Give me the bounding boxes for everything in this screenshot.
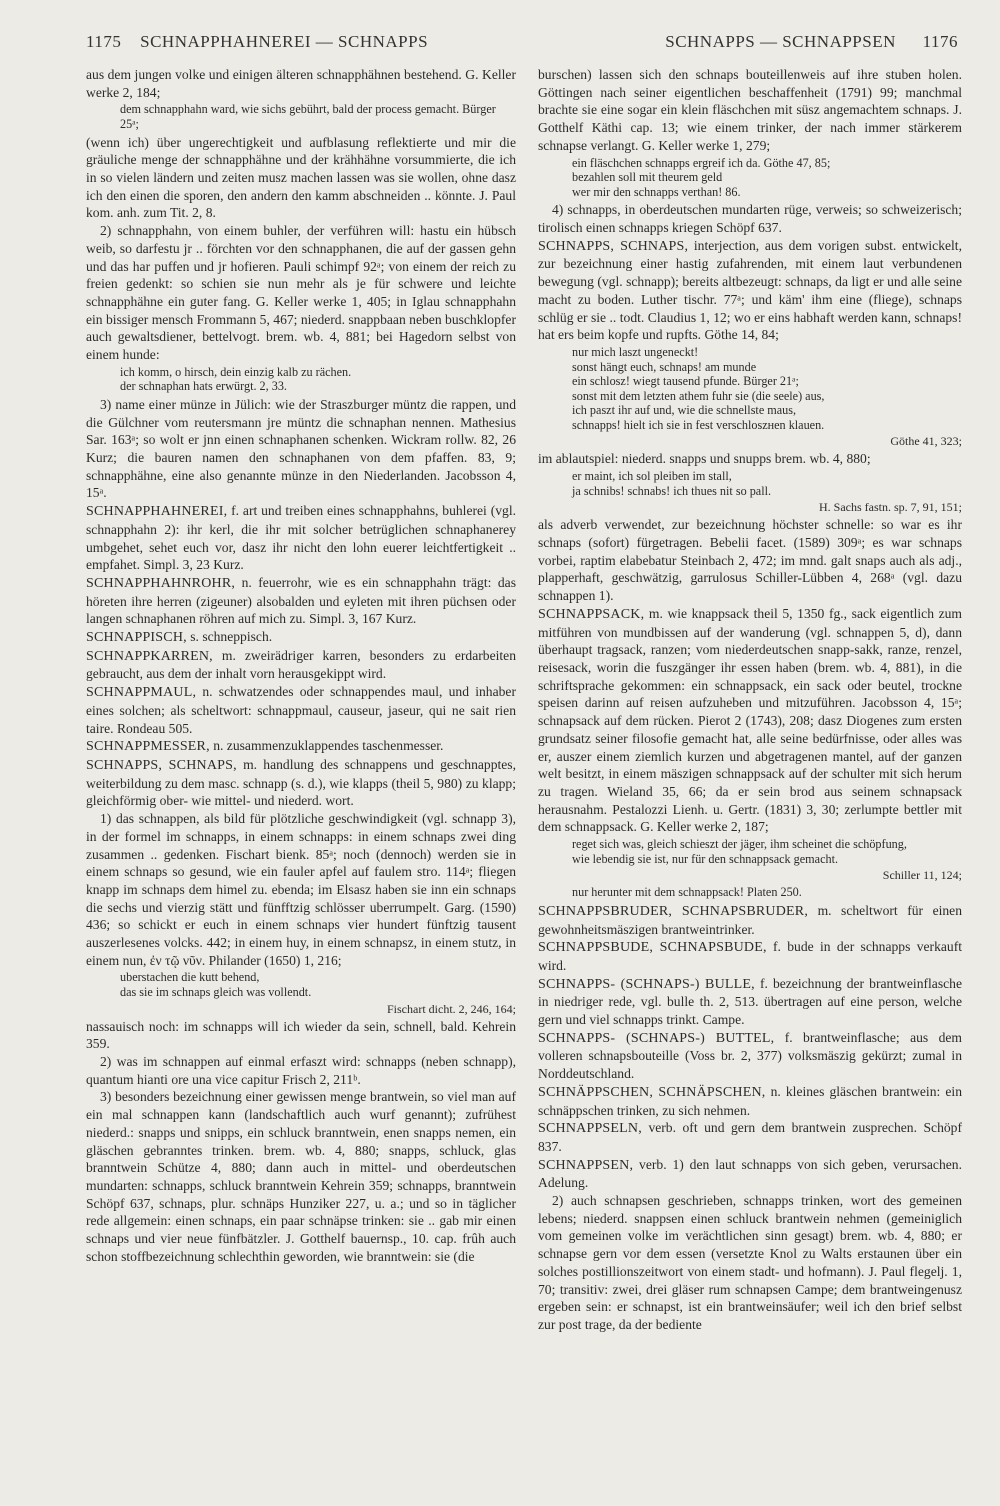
text-paragraph: (wenn ich) über ungerechtigkeit und aufblasung reflektierte und mir die gräuliche menge der schnapphähne und der krähhähne vorsummierte, die ich in so vielen ländern und zeiten musz machen lassen was sie wollen, ohne dasz ich den einen die sporen, den andern den kamm abschneiden .. könnte. J. Paul kom. anh. zum Tit. 2, 8.	[86, 134, 516, 221]
entry-definition: f. bezeichnung der brantweinflasche in niedriger rede, vgl. bulle th. 2, 513. übertragen auf eine person, welche gern und viel schnapps trinkt. Campe.	[538, 975, 962, 1028]
entry-headword: SCHNAPPMESSER,	[86, 739, 210, 755]
left-running-title: SCHNAPPHAHNEREI — SCHNAPPS	[140, 32, 429, 51]
verse-quotation: nur herunter mit dem schnappsack! Platen 250.	[572, 885, 802, 900]
entry-headword: SCHNAPPS- (SCHNAPS-) BULLE,	[538, 976, 755, 992]
entry-headword: SCHNAPPHAHNROHR,	[86, 575, 236, 591]
entry-definition: s. schneppisch.	[186, 629, 273, 645]
text-paragraph: burschen) lassen sich den schnaps bouteillenweis auf ihre stuben holen. Göttingen nach seiner eigentlichen beschaffenheit (1791) 99; manchmal brachte sie eine sogar ein klein fläschchen mit süsz angemachtem schnaps. J. Gotthelf Käthi cap. 13; wie einem trinker, der nach immer stärkerem schnapse verlangt. G. Keller werke 1, 279;	[538, 67, 962, 153]
verse-quotation: ein fläschchen schnapps ergreif ich da. Göthe 47, 85; bezahlen soll mit theurem geld wer mir den schnapps verthan! 86.	[572, 155, 831, 199]
entry-headword: SCHNÄPPSCHEN, SCHNÄPSCHEN,	[538, 1084, 766, 1100]
entry-definition: n. schwatzendes oder schnappendes maul, und inhaber eines solchen; als scheltwort: schnappmaul, causeur, jaseur, qui ne sait rien taire. Rondeau 505.	[86, 684, 516, 736]
text-paragraph: nassauisch noch: im schnapps will ich wieder da sein, schnell, bald. Kehrein 359.	[86, 1018, 516, 1052]
entry-headword: SCHNAPPISCH,	[86, 630, 187, 646]
entry-definition: m. scheltwort für einen gewohnheitsmäszigen brantweintrinker.	[538, 902, 963, 937]
entry-definition: m. wie knappsack theil 5, 1350 fg., sack eigentlich zum mitführen von mundbissen auf der wanderung (vgl. schnappen 5, d), dann überhaupt tragsack, ranzen; vom niederdeutschen snapp-sakk, ranze, renzel, reisesack, worin die fuszgänger ihr essen haben (brem. wb. 4, 881), in die schriftsprache gekommen: ein schnappsack, ein sack oder beutel, trockne speisen darinn auf reisen aufzuheben und mitzuführen. Jacobsson 4, 15ᵃ; schnapsack auf dem rücken. Pierot 2 (1743), 208; dasz Diogenes zum ersten grundsatz seiner filosofie gemacht hat, alle seine bedürfnisse, oder alles was er, auszer einem ziemlich kurzen und abgetragenen mantel, auf der ganzen welt besitzt, in einem mäszigen schnappsack auf der schulter mit sich herum zu tragen. Wieland 35, 66; da er sein brod aus seinem schnapsack herausnahm. Pestalozzi Lienh. u. Gertr. (1831) 3, 30; zerlumpte bettler mit dem schnappsack. G. Keller werke 2, 187;	[538, 605, 962, 835]
dictionary-entry	[538, 237, 962, 344]
entry-headword: SCHNAPPS, SCHNAPS,	[86, 757, 237, 773]
citation: H. Sachs fastn. sp. 7, 91, 151;	[819, 500, 962, 515]
verse-quotation: dem schnapphahn ward, wie sichs gebührt, bald der process gemacht. Bürger 25ᵃ;	[120, 102, 496, 131]
entry-headword: SCHNAPPKARREN,	[86, 648, 213, 664]
dictionary-entry	[538, 902, 962, 938]
left-column	[86, 66, 516, 1265]
citation: Schiller 11, 124;	[882, 868, 962, 883]
verse-quotation: uberstachen die kutt behend, das sie im schnaps gleich was vollendt.	[120, 970, 312, 1000]
entry-headword: SCHNAPPMAUL,	[86, 685, 197, 701]
entry-definition: f. bude in der schnapps verkauft wird.	[538, 939, 962, 973]
citation: Fischart dicht. 2, 246, 164;	[387, 1001, 516, 1016]
right-running-title: SCHNAPPS — SCHNAPPSEN	[665, 32, 896, 51]
dictionary-entry	[538, 1083, 962, 1119]
sense-paragraph: 2) schnapphahn, von einem buhler, der verführen will: hastu ein hübsch weib, so darfestu jr .. förchten vor den schnapphanen, die auf der gassen gehn und das har puffen und jr hofieren. Pauli schimpf 92ᵃ; von einem der reich zu freien gedenkt: so schien sie nun mehr als je für schwere und leichte schnapphähne ein guter fang. G. Keller werke 1, 405; in Iglau schnapphahn ein bissiger mensch Frommann 5, 467; niederd. snappbaan neben buschklopfer auch gewaltsdiener, bettelvogt. brem. wb. 4, 881; bei Hagedorn selbst von einem hunde:	[86, 223, 516, 363]
dictionary-entry	[538, 1156, 962, 1192]
dictionary-entry	[86, 502, 516, 574]
verse-quotation: er maint, ich sol pleiben im stall, ja schnibs! schnabs! ich thues nit so pall.	[572, 469, 772, 498]
entry-headword: SCHNAPPHAHNEREI,	[86, 504, 228, 520]
sense-paragraph: 3) besonders bezeichnung einer gewissen menge brantwein, so viel man auf ein mal schnappen kann (landschaftlich auch wurf genannt); zufrühest niederd.: snapps und snipps, ein schluck branntwein, enen snapps nemen, ein gläschen gebranntes trinken. brem. wb. 4, 880; snapps, schluck, glas branntwein Schütze 4, 880; dann auch in mittel- und oberdeutschen mundarten: schnapps, schluck branntwein Kehrein 359; schnapps, branntwein Schöpf 637, schnaps, plur. schnäps Hunziker 227, u. a.; und so in täglicher rede allgemein: einen schnaps, ein paar schnäpse trinken: sie .. gab mir einen schnaps und vier neue fünfbätzler. J. Gotthelf bauernsp., 10. cap. frûh auch schon stoffbezeichnung schlechthin geworden, wie branntwein: sie (die	[86, 1089, 516, 1264]
dictionary-entry	[86, 574, 516, 628]
dictionary-entry	[538, 605, 962, 836]
entry-definition: n. feuerrohr, wie es ein schnapphahn trägt: das höreten ihre herren (zigeuner) alsobalden und eyleten mit ihren püchsen oder langen schnaphanen röhren auf mich zu. Simpl. 3, 167 Kurz.	[86, 574, 516, 627]
verse-quotation: reget sich was, gleich schieszt der jäger, ihm scheinet die schöpfung, wie lebendig sie ist, nur für den schnappsack gemacht.	[572, 837, 907, 866]
page-header	[86, 32, 958, 56]
dictionary-entry	[86, 628, 516, 647]
header-right	[665, 32, 958, 52]
dictionary-entry	[86, 756, 516, 810]
entry-headword: SCHNAPPSBUDE, SCHNAPSBUDE,	[538, 940, 767, 956]
entry-definition: f. art und treiben eines schnapphahns, buhlerei (vgl. schnapphahn 2): ihr kerl, die ihr mit solcher betrüglichen schnaphanerey umbgehet, sehet euch vor, dasz ihr nicht den lohn euerer leichtfertigkeit .. empfahet. Simpl. 3, 23 Kurz.	[86, 503, 516, 573]
entry-definition: interjection, aus dem vorigen subst. entwickelt, zur bezeichnung einer hastig zufahrenden, mit einem laut verbundenen bewegung (vgl. schnapp); bereits altbezeugt: schnaps, da ligt er und alle seine macht zu boden. Luther tischr. 77ᵃ; und käm' ihm eine (fliege), schnaps schlüg er sie .. todt. Claudius 1, 12; wo er eins habhaft werden kann, schnaps! hat ers beim kopfe und rupfts. Göthe 14, 84;	[538, 237, 962, 343]
sense-paragraph: 2) auch schnapsen geschrieben, schnapps trinken, wort des gemeinen lebens; niederd. snappsen einen schluck brantwein nehmen (gemeiniglich vom gemeinen volke im verächtlichen sinn gesagt) brem. wb. 4, 880; er schnapse gern vor dem essen (versetzte Knol zu Walts erstaunen über ein solches postillionszeitwort von einem stadt- und hofmann). J. Paul flegelj. 1, 70; transitiv: zwei, drei gläser rum schnapsen Campe; dem brantweingenusz ergeben sein: er schnapst, ist ein brantweinsäufer; weil ich den brief selbst zur post trage, da der bediente	[538, 1193, 962, 1332]
entry-headword: SCHNAPPS- (SCHNAPS-) BUTTEL,	[538, 1030, 775, 1046]
sense-paragraph: 1) das schnappen, als bild für plötzliche geschwindigkeit (vgl. schnapp 3), in der formel im schnapps, in einem schnapps: in einem schnaps zwei ding zusammen .. gedenken. Fischart bienk. 85ᵃ; noch (dennoch) werden sie in einem schnaps so gesund, wie ein fauler apfel auf faulem stro. 114ᵃ; fliegen knapp im schnaps dem himel zu. ebenda; im Elsasz haben sie inn ein schnaps die sechs und vierzig stätt und fünfftzig schlösser uberrumpelt. Garg. (1590) 436; so schickt er euch in einem schnaps vier hundert fünftzig tausent auszerlesenes volcks. 442; in einem huy, in einem schnapsz, in einem stutz, in einem nun, ἐν τῷ νῦν. Philander (1650) 1, 216;	[86, 811, 516, 968]
entry-definition: n. kleines gläschen brantwein: ein schnäppschen trinken, zu sich nehmen.	[538, 1083, 962, 1118]
dictionary-entry	[86, 737, 516, 756]
verse-quotation: nur mich laszt ungeneckt! sonst hängt euch, schnaps! am munde ein schlosz! wiegt tausend pfunde. Bürger 21ᵃ; sonst mit dem letzten athem fuhr sie (die seele) aus, ich paszt ihr auf und, wie die schnellste maus, schnapps! hielt ich sie in fest verschloszнen klauen.	[572, 344, 825, 432]
entry-headword: SCHNAPPS, SCHNAPS,	[538, 238, 689, 254]
sense-paragraph: 2) was im schnappen auf einmal erfaszt wird: schnapps (neben schnapp), quantum hianti ore una vice capitur Frisch 2, 211ᵇ.	[86, 1054, 516, 1087]
entry-headword: SCHNAPPSBRUDER, SCHNAPSBRUDER,	[538, 903, 809, 919]
sense-paragraph: 4) schnapps, in oberdeutschen mundarten rüge, verweis; so schweizerisch; tirolisch einen schnapps kriegen Schöpf 637.	[538, 202, 962, 235]
dictionary-entry	[538, 975, 962, 1029]
entry-definition: f. brantweinflasche; aus dem volleren schnapsbouteille (Voss br. 2, 377) volksmäszig gekürzt; zumal in Norddeutschland.	[538, 1029, 963, 1082]
dictionary-entry	[538, 1029, 962, 1083]
entry-definition: verb. 1) den laut schnapps von sich geben, verursachen. Adelung.	[538, 1156, 962, 1191]
entry-definition: m. zweirädriger karren, besonders zu erdarbeiten gebraucht, aus dem der inhalt vorn herausgekippt wird.	[86, 647, 516, 682]
citation: Göthe 41, 323;	[890, 434, 962, 449]
right-page-number: 1176	[922, 32, 958, 51]
entry-definition: m. handlung des schnappens und geschnapptes, weiterbildung zu dem masc. schnapp (s. d.), wie klapps (theil 5, 980) zu klapp; gleichförmig ober- wie mittel- und niederd. wort.	[86, 756, 516, 809]
dictionary-entry	[86, 683, 516, 737]
text-paragraph: als adverb verwendet, zur bezeichnung höchster schnelle: so war es ihr schnaps (sofort) fürgetragen. Bebelii facet. (1589) 309ᵃ; es war schnaps vorbei, raptim elabebatur Steinbach 2, 472; im mnd. galt snaps auch als adj., plapperhaft, geschwätzig, garrulosus Schiller-Lübben 4, 268ᵃ (vgl. dazu schnappen 1).	[538, 517, 962, 604]
left-page-number: 1175	[86, 32, 122, 51]
text-paragraph: im ablautspiel: niederd. snapps und snupps brem. wb. 4, 880;	[538, 451, 871, 467]
entry-headword: SCHNAPPSELN,	[538, 1121, 642, 1137]
entry-headword: SCHNAPPSEN,	[538, 1157, 634, 1173]
header-left	[86, 32, 428, 52]
dictionary-entry	[538, 1119, 962, 1155]
text-paragraph: aus dem jungen volke und einigen älteren schnapphähnen bestehend. G. Keller werke 2, 184;	[86, 67, 516, 100]
entry-definition: n. zusammenzuklappendes taschenmesser.	[209, 738, 444, 754]
dictionary-entry	[538, 938, 962, 974]
entry-headword: SCHNAPPSACK,	[538, 606, 645, 622]
right-column	[538, 66, 962, 1334]
entry-definition: verb. oft und gern dem brantwein zusprechen. Schöpf 837.	[538, 1120, 962, 1154]
sense-paragraph: 3) name einer münze in Jülich: wie der Straszburger müntz die rappen, und die Gülchner vom reutersmann jre müntz die schnaphan nennen. Mathesius Sar. 163ᵃ; so wolt er jnn einen schnaphanen schenken. Wickram rollw. 82, 26 Kurz; die bauren namen den schnaphanen von dem pfaffen. 83, 9; schnapphähne, eine also genannte münze in den Niederlanden. Jacobsson 4, 15ᵃ.	[86, 396, 516, 501]
dictionary-entry	[86, 647, 516, 683]
verse-quotation: ich komm, o hirsch, dein einzig kalb zu rächen. der schnaphan hats erwürgt. 2, 33.	[120, 364, 352, 394]
